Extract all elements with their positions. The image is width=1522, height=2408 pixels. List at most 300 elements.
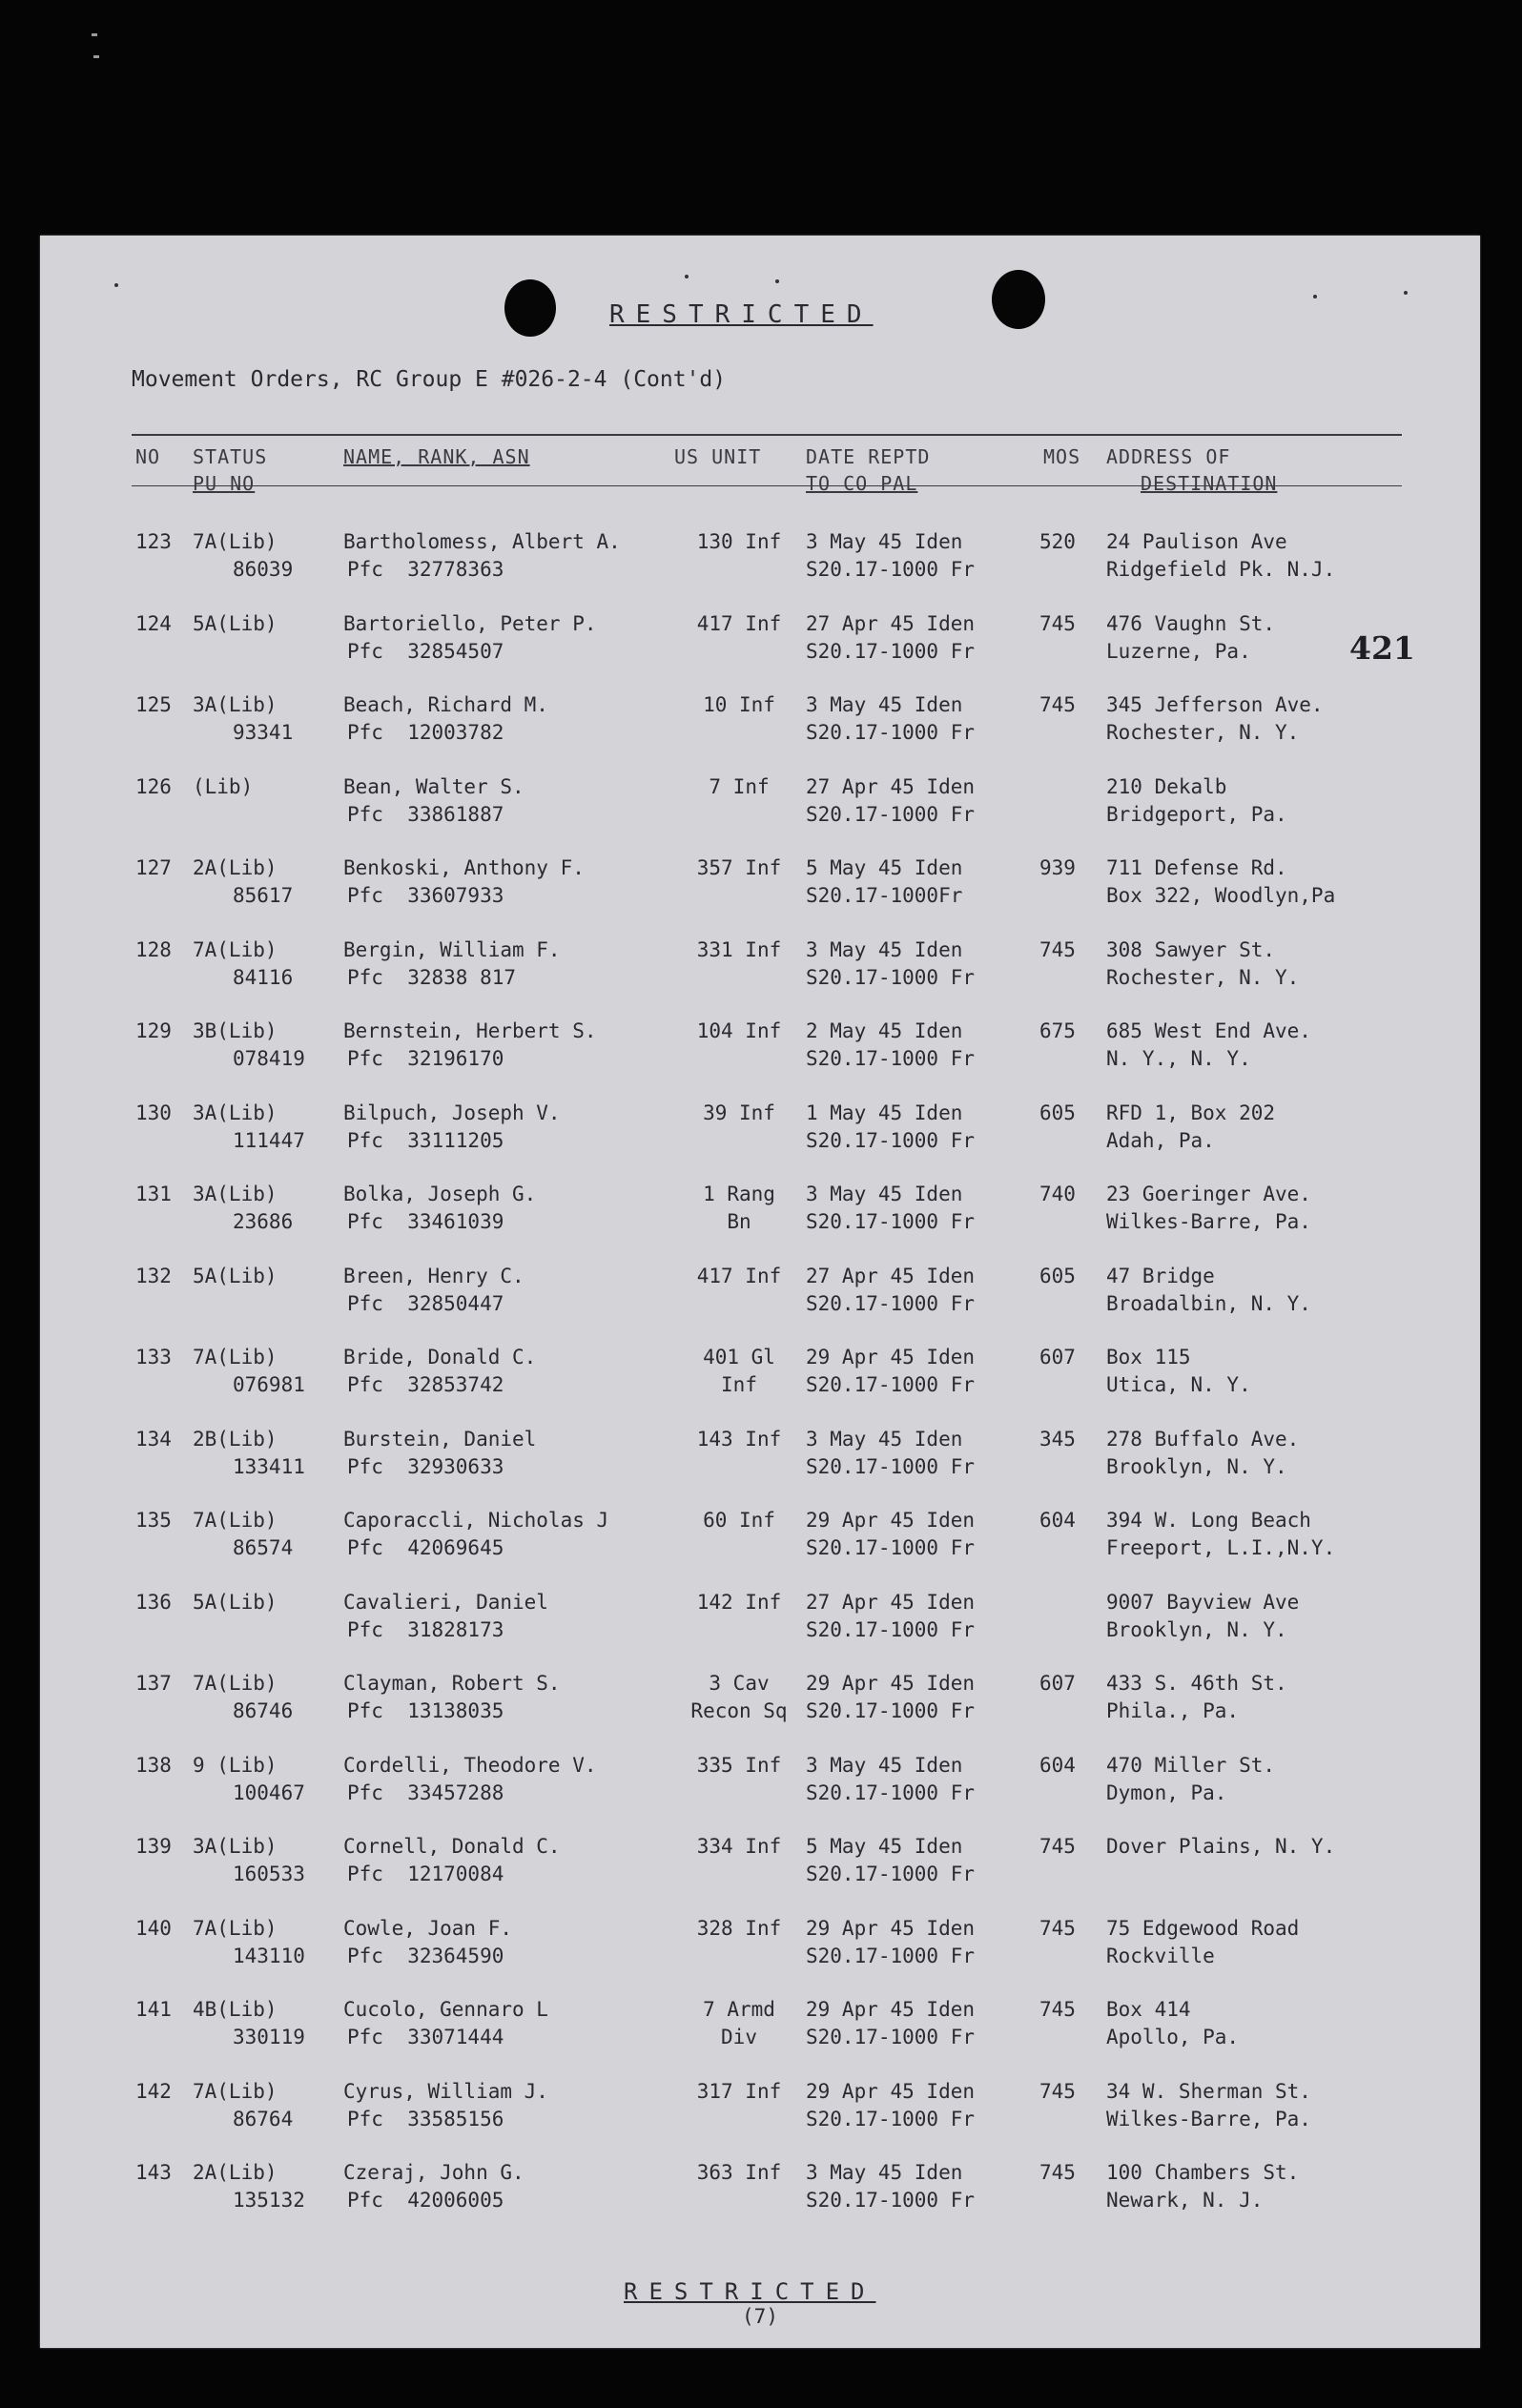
row-status [193, 1507, 293, 1562]
row-name-rank-asn-rank-asn: Pfc 32778363 [347, 558, 504, 581]
row-status [193, 1100, 305, 1155]
row-address [1106, 1670, 1287, 1725]
row-status [193, 773, 253, 801]
row-date-date2: S20.17-1000 Fr [806, 2189, 976, 2212]
row-number [135, 528, 172, 556]
row-mos [1039, 691, 1076, 719]
row-date-date1: 29 Apr 45 Iden [806, 2079, 976, 2103]
row-number-no: 137 [135, 1672, 172, 1695]
row-mos [1039, 1344, 1076, 1371]
row-address-addr1: Box 115 [1106, 1346, 1191, 1369]
row-status-status: 7A(Lib) [193, 2079, 278, 2103]
row-date [806, 773, 975, 829]
row-date [806, 1915, 975, 1970]
row-date-date2: S20.17-1000 Fr [806, 639, 976, 663]
row-unit [668, 1752, 811, 1780]
row-address-addr2: Broadalbin, N. Y. [1106, 1291, 1311, 1315]
row-name-rank-asn-name: Breen, Henry C. [343, 1264, 524, 1287]
row-status [193, 1181, 293, 1236]
row-unit [668, 1996, 811, 2051]
scan-speck [93, 55, 99, 58]
row-mos [1039, 2159, 1076, 2187]
row-name-rank-asn [343, 1915, 512, 1970]
row-date [806, 2078, 975, 2133]
row-number-no: 141 [135, 1998, 172, 2021]
row-address-addr2: Dymon, Pa. [1106, 1780, 1227, 1804]
table-row [40, 2078, 1480, 2154]
row-name-rank-asn-rank-asn: Pfc 32838 817 [347, 965, 517, 989]
row-date-date2: S20.17-1000 Fr [806, 721, 976, 744]
page-number: (7) [742, 2305, 778, 2328]
row-address-addr1: 345 Jefferson Ave. [1106, 693, 1324, 716]
table-row [40, 773, 1480, 850]
row-mos [1039, 936, 1076, 964]
row-address-addr1: 685 West End Ave. [1106, 1019, 1311, 1042]
row-mos [1039, 1915, 1076, 1943]
row-status [193, 1670, 293, 1725]
row-status [193, 1589, 278, 1616]
row-address-addr1: 470 Miller St. [1106, 1753, 1276, 1777]
row-name-rank-asn-rank-asn: Pfc 42006005 [347, 2189, 504, 2212]
row-address-addr1: Dover Plains, N. Y. [1106, 1835, 1336, 1858]
row-name-rank-asn-rank-asn: Pfc 33111205 [347, 1128, 504, 1152]
row-address-addr1: 75 Edgewood Road [1106, 1916, 1300, 1940]
scan-speck [92, 33, 97, 36]
row-date-date2: S20.17-1000 Fr [806, 558, 976, 581]
row-number-no: 142 [135, 2079, 172, 2103]
row-address [1106, 610, 1275, 666]
row-unit-unit2: Inf [721, 1373, 757, 1396]
row-unit [668, 1100, 811, 1127]
row-status-pw: 86746 [233, 1699, 294, 1722]
row-address-addr2: Rochester, N. Y. [1106, 965, 1300, 989]
row-number-no: 123 [135, 530, 172, 553]
row-address [1106, 1426, 1299, 1481]
row-address-addr1: 9007 Bayview Ave [1106, 1590, 1300, 1614]
row-mos [1039, 854, 1076, 882]
row-name-rank-asn-rank-asn: Pfc 33071444 [347, 2026, 504, 2048]
row-status-status: 3A(Lib) [193, 1101, 278, 1124]
row-address [1106, 528, 1335, 584]
row-name-rank-asn-name: Cornell, Donald C. [343, 1835, 561, 1858]
row-unit [668, 1181, 811, 1236]
row-address-addr2: Ridgefield Pk. N.J. [1106, 558, 1336, 581]
row-unit-unit1: 328 Inf [696, 1916, 782, 1940]
row-unit [668, 1915, 811, 1943]
row-date-date1: 27 Apr 45 Iden [806, 1590, 976, 1614]
row-name-rank-asn-name: Bilpuch, Joseph V. [343, 1101, 561, 1124]
row-address-addr1: 711 Defense Rd. [1106, 856, 1287, 879]
row-address-addr1: 210 Dekalb [1106, 774, 1227, 798]
row-date-date2: S20.17-1000 Fr [806, 965, 976, 989]
row-number-no: 131 [135, 1183, 172, 1205]
row-status-status: 2A(Lib) [193, 856, 278, 879]
row-date-date1: 29 Apr 45 Iden [806, 1998, 976, 2021]
row-date-date2: S20.17-1000 Fr [806, 2107, 976, 2130]
row-date-date2: S20.17-1000Fr [806, 884, 963, 907]
row-address-addr1: 308 Sawyer St. [1106, 937, 1276, 961]
row-name-rank-asn-rank-asn: Pfc 32930633 [347, 1454, 504, 1478]
row-number-no: 133 [135, 1346, 172, 1369]
row-address-addr1: 24 Paulison Ave [1106, 530, 1287, 553]
row-address-addr2: Brooklyn, N. Y. [1106, 1617, 1287, 1641]
row-status [193, 1344, 305, 1399]
row-date-date1: 3 May 45 Iden [806, 1753, 963, 1777]
row-status-status: 3B(Lib) [193, 1019, 278, 1042]
row-status-pw: 100467 [233, 1780, 305, 1804]
row-address-addr2: Phila., Pa. [1106, 1699, 1240, 1722]
row-unit [668, 1589, 811, 1616]
row-mos [1039, 1018, 1076, 1045]
row-number-no: 135 [135, 1509, 172, 1532]
table-row [40, 936, 1480, 1013]
row-address [1106, 691, 1324, 747]
row-status-pw: 23686 [233, 1210, 294, 1233]
row-mos-mos: 607 [1039, 1672, 1076, 1695]
row-number-no: 143 [135, 2161, 172, 2184]
row-mos-mos: 745 [1039, 2079, 1076, 2103]
row-date-date2: S20.17-1000 Fr [806, 1780, 976, 1804]
row-date [806, 1181, 975, 1236]
col-no: NO [135, 445, 161, 468]
row-status-status: 7A(Lib) [193, 1672, 278, 1695]
row-date-date2: S20.17-1000 Fr [806, 1047, 976, 1070]
row-unit-unit2: Bn [727, 1210, 751, 1233]
row-name-rank-asn [343, 1263, 524, 1318]
row-unit-unit1: 3 Cav [709, 1672, 770, 1695]
row-number [135, 1344, 172, 1371]
table-row [40, 1426, 1480, 1502]
row-unit-unit1: 417 Inf [696, 1264, 782, 1287]
col-unit: US UNIT [674, 445, 762, 468]
table-row [40, 691, 1480, 768]
row-date [806, 1426, 975, 1481]
row-name-rank-asn [343, 1018, 597, 1073]
row-status [193, 1018, 305, 1073]
row-status-status: 7A(Lib) [193, 1346, 278, 1369]
row-address-addr1: 23 Goeringer Ave. [1106, 1183, 1311, 1205]
row-number-no: 130 [135, 1101, 172, 1124]
row-status-status: 4B(Lib) [193, 1998, 278, 2021]
row-mos [1039, 2078, 1076, 2106]
table-row [40, 1752, 1480, 1828]
table-row [40, 1589, 1480, 1665]
row-unit-unit1: 7 Armd [703, 1998, 775, 2021]
punch-hole [504, 279, 556, 337]
row-name-rank-asn-rank-asn: Pfc 13138035 [347, 1699, 504, 1722]
col-date-line1: DATE REPTD [806, 445, 931, 468]
row-date-date2: S20.17-1000 Fr [806, 802, 976, 826]
row-status-pw: 143110 [233, 1944, 305, 1967]
row-mos-mos: 607 [1039, 1346, 1076, 1369]
row-name-rank-asn-name: Clayman, Robert S. [343, 1672, 561, 1695]
row-unit-unit1: 335 Inf [696, 1753, 782, 1777]
row-status [193, 1426, 305, 1481]
table-row [40, 1181, 1480, 1257]
row-number [135, 1752, 172, 1780]
row-name-rank-asn-name: Bride, Donald C. [343, 1346, 537, 1369]
row-unit-unit1: 143 Inf [696, 1427, 782, 1451]
row-name-rank-asn [343, 854, 585, 910]
row-name-rank-asn-rank-asn: Pfc 12170084 [347, 1863, 504, 1885]
row-status-pw: 93341 [233, 721, 294, 744]
row-status [193, 936, 293, 992]
row-number-no: 136 [135, 1590, 172, 1614]
row-status-status: 5A(Lib) [193, 1264, 278, 1287]
speck-dot [114, 283, 118, 287]
document-page [40, 236, 1480, 2348]
table-row [40, 610, 1480, 687]
row-status [193, 1833, 305, 1888]
row-date [806, 691, 975, 747]
row-date [806, 854, 962, 910]
row-date-date2: S20.17-1000 Fr [806, 1863, 976, 1885]
row-date [806, 1670, 975, 1725]
row-mos-mos: 604 [1039, 1509, 1076, 1532]
row-address-addr1: 476 Vaughn St. [1106, 611, 1276, 635]
row-address [1106, 1996, 1239, 2051]
row-status [193, 610, 278, 638]
row-date-date1: 29 Apr 45 Iden [806, 1509, 976, 1532]
row-mos-mos: 740 [1039, 1183, 1076, 1205]
row-status-pw: 84116 [233, 965, 294, 989]
row-address-addr1: 100 Chambers St. [1106, 2161, 1300, 2184]
row-date [806, 610, 975, 666]
row-name-rank-asn [343, 936, 561, 992]
row-date-date1: 27 Apr 45 Iden [806, 611, 976, 635]
row-number [135, 691, 172, 719]
row-name-rank-asn-name: Cyrus, William J. [343, 2079, 548, 2103]
row-name-rank-asn [343, 610, 597, 666]
row-status-pw: 076981 [233, 1373, 305, 1396]
row-status-status: 5A(Lib) [193, 1590, 278, 1614]
row-date-date1: 27 Apr 45 Iden [806, 1264, 976, 1287]
row-unit-unit1: 363 Inf [696, 2161, 782, 2184]
row-mos-mos: 605 [1039, 1264, 1076, 1287]
row-status-status: 7A(Lib) [193, 1509, 278, 1532]
row-status [193, 2078, 293, 2133]
row-name-rank-asn [343, 2159, 524, 2214]
row-name-rank-asn-name: Bergin, William F. [343, 937, 561, 961]
col-date-line2: TO CO PAL [806, 472, 918, 495]
row-mos [1039, 1507, 1076, 1534]
row-address [1106, 1589, 1299, 1644]
speck-dot [685, 275, 689, 278]
row-number [135, 1100, 172, 1127]
row-mos-mos: 939 [1039, 856, 1076, 879]
row-date-date1: 3 May 45 Iden [806, 1183, 963, 1205]
col-name-line1: NAME, RANK, ASN [343, 445, 530, 468]
row-mos-mos: 520 [1039, 530, 1076, 553]
row-date [806, 2159, 975, 2214]
row-number [135, 1181, 172, 1208]
row-name-rank-asn-rank-asn: Pfc 32854507 [347, 639, 504, 663]
row-address-addr2: Luzerne, Pa. [1106, 639, 1251, 663]
row-name-rank-asn-name: Cucolo, Gennaro L [343, 1998, 548, 2021]
row-number [135, 1589, 172, 1616]
row-name-rank-asn [343, 1589, 548, 1644]
row-address-addr2: Box 322, Woodlyn,Pa [1106, 884, 1336, 907]
table-row [40, 2159, 1480, 2235]
row-unit-unit1: 331 Inf [696, 937, 782, 961]
row-status-status: 2A(Lib) [193, 2161, 278, 2184]
row-status [193, 691, 293, 747]
row-name-rank-asn [343, 1344, 536, 1399]
row-unit-unit1: 7 Inf [709, 774, 770, 798]
row-name-rank-asn-rank-asn: Pfc 33607933 [347, 884, 504, 907]
table-row [40, 1100, 1480, 1176]
col-status-line2: PU NO [193, 472, 256, 495]
row-mos-mos: 745 [1039, 2161, 1076, 2184]
row-mos-mos: 745 [1039, 937, 1076, 961]
row-address [1106, 1752, 1275, 1807]
row-number [135, 2078, 172, 2106]
row-unit-unit1: 130 Inf [696, 530, 782, 553]
row-address-addr2: Apollo, Pa. [1106, 2026, 1240, 2048]
row-address-addr2: Newark, N. J. [1106, 2189, 1264, 2212]
punch-hole [992, 270, 1045, 329]
row-address [1106, 2078, 1311, 2133]
row-date-date1: 3 May 45 Iden [806, 2161, 963, 2184]
table-row [40, 854, 1480, 931]
row-date-date2: S20.17-1000 Fr [806, 1944, 976, 1967]
row-unit [668, 936, 811, 964]
row-date-date2: S20.17-1000 Fr [806, 1699, 976, 1722]
row-address [1106, 1181, 1311, 1236]
row-number [135, 1018, 172, 1045]
row-date [806, 1752, 975, 1807]
row-mos-mos: 745 [1039, 611, 1076, 635]
row-unit-unit1: 104 Inf [696, 1019, 782, 1042]
table-row [40, 1344, 1480, 1420]
row-name-rank-asn-rank-asn: Pfc 32196170 [347, 1047, 504, 1070]
row-number [135, 1263, 172, 1290]
table-row [40, 1018, 1480, 1094]
row-status-pw: 111447 [233, 1128, 305, 1152]
header-top-rule [132, 434, 1402, 436]
row-mos [1039, 1263, 1076, 1290]
row-unit [668, 1018, 811, 1045]
row-address-addr2: Brooklyn, N. Y. [1106, 1454, 1287, 1478]
col-address-line2: DESTINATION [1141, 472, 1278, 495]
row-date-date2: S20.17-1000 Fr [806, 1373, 976, 1396]
row-number [135, 1833, 172, 1861]
table-row [40, 1507, 1480, 1583]
row-address-addr2: Bridgeport, Pa. [1106, 802, 1287, 826]
table-row [40, 1833, 1480, 1909]
row-date-date1: 3 May 45 Iden [806, 530, 963, 553]
row-date-date1: 1 May 45 Iden [806, 1101, 963, 1124]
row-number [135, 1996, 172, 2024]
row-unit [668, 691, 811, 719]
row-number [135, 1915, 172, 1943]
row-mos [1039, 1833, 1076, 1861]
row-unit-unit1: 142 Inf [696, 1590, 782, 1614]
row-unit-unit1: 357 Inf [696, 856, 782, 879]
row-status [193, 2159, 305, 2214]
row-status-pw: 330119 [233, 2026, 305, 2048]
row-address-addr1: 433 S. 46th St. [1106, 1672, 1287, 1695]
row-date-date1: 5 May 45 Iden [806, 856, 963, 879]
row-address-addr2: Adah, Pa. [1106, 1128, 1215, 1152]
row-name-rank-asn-rank-asn: Pfc 31828173 [347, 1617, 504, 1641]
row-address-addr1: 34 W. Sherman St. [1106, 2079, 1311, 2103]
row-name-rank-asn-rank-asn: Pfc 33457288 [347, 1780, 504, 1804]
classification-top: RESTRICTED [609, 300, 874, 329]
row-status [193, 854, 293, 910]
row-date-date1: 27 Apr 45 Iden [806, 774, 976, 798]
row-address-addr2: Utica, N. Y. [1106, 1373, 1251, 1396]
row-unit-unit1: 60 Inf [703, 1509, 775, 1532]
row-unit-unit1: 401 Gl [703, 1346, 775, 1369]
row-unit-unit1: 417 Inf [696, 611, 782, 635]
row-unit-unit1: 1 Rang [703, 1183, 775, 1205]
row-unit [668, 1507, 811, 1534]
row-date-date2: S20.17-1000 Fr [806, 1536, 976, 1559]
row-name-rank-asn [343, 1426, 536, 1481]
row-name-rank-asn-name: Beach, Richard M. [343, 693, 548, 716]
row-name-rank-asn-name: Bean, Walter S. [343, 774, 524, 798]
row-name-rank-asn-rank-asn: Pfc 32853742 [347, 1373, 504, 1396]
row-unit [668, 1833, 811, 1861]
row-date-date1: 3 May 45 Iden [806, 937, 963, 961]
document-heading: Movement Orders, RC Group E #026-2-4 (Cont'd) [132, 367, 727, 392]
table-row [40, 1670, 1480, 1746]
row-status-status: 3A(Lib) [193, 1183, 278, 1205]
row-date-date1: 3 May 45 Iden [806, 693, 963, 716]
row-mos [1039, 1670, 1076, 1698]
row-status-status: 9 (Lib) [193, 1753, 278, 1777]
row-status-pw: 85617 [233, 884, 294, 907]
row-address [1106, 773, 1287, 829]
row-status-pw: 86764 [233, 2107, 294, 2130]
row-status-status: 7A(Lib) [193, 937, 278, 961]
row-address [1106, 1915, 1299, 1970]
row-mos [1039, 1100, 1076, 1127]
row-status-pw: 078419 [233, 1047, 305, 1070]
row-mos-mos: 675 [1039, 1019, 1076, 1042]
row-number [135, 1507, 172, 1534]
row-name-rank-asn [343, 2078, 548, 2133]
row-status-pw: 160533 [233, 1863, 305, 1885]
table-row [40, 1263, 1480, 1339]
row-status-status: 3A(Lib) [193, 1835, 278, 1858]
row-date [806, 1263, 975, 1318]
row-date-date2: S20.17-1000 Fr [806, 1617, 976, 1641]
page-stamp-number: 421 [1349, 629, 1415, 667]
row-date-date2: S20.17-1000 Fr [806, 2026, 976, 2048]
row-name-rank-asn-name: Cordelli, Theodore V. [343, 1753, 597, 1777]
speck-dot [1404, 291, 1408, 295]
row-date-date1: 3 May 45 Iden [806, 1427, 963, 1451]
row-unit [668, 1670, 811, 1725]
row-number-no: 127 [135, 856, 172, 879]
row-unit-unit1: 10 Inf [703, 693, 775, 716]
row-name-rank-asn-name: Czeraj, John G. [343, 2161, 524, 2184]
row-name-rank-asn-name: Bernstein, Herbert S. [343, 1019, 597, 1042]
row-unit [668, 1344, 811, 1399]
row-date-date1: 29 Apr 45 Iden [806, 1672, 976, 1695]
row-number-no: 132 [135, 1264, 172, 1287]
row-number [135, 2159, 172, 2187]
row-address-addr1: 278 Buffalo Ave. [1106, 1427, 1300, 1451]
row-address [1106, 936, 1299, 992]
row-status-pw: 133411 [233, 1454, 305, 1478]
row-name-rank-asn [343, 1752, 597, 1807]
row-date-date2: S20.17-1000 Fr [806, 1128, 976, 1152]
row-mos-mos: 745 [1039, 1835, 1076, 1858]
table-row [40, 528, 1480, 605]
